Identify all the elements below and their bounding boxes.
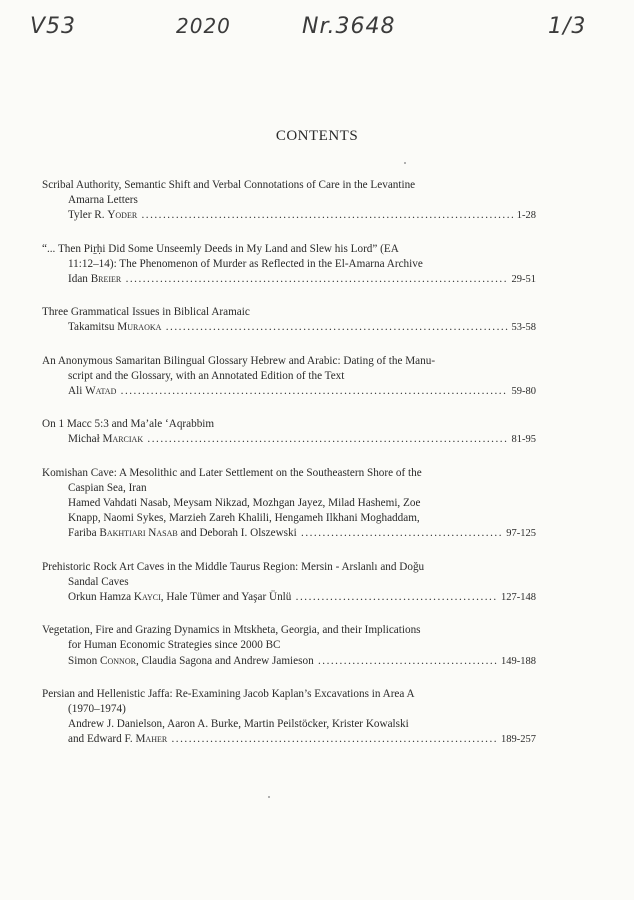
contents-entry [42,305,536,335]
author-surname: Muraoka [117,321,162,334]
handwritten-number: Nr.3648 [302,14,396,39]
contents-entry [42,687,536,748]
entry-title: Three Grammatical Issues in Biblical Aramaic [42,306,250,319]
entry-author-line [42,732,536,747]
page-range: 29-51 [508,272,537,287]
entry-title: Komishan Cave: A Mesolithic and Later Settlement on the Southeastern Shore of the [42,466,422,479]
author-surname: Connor [100,654,136,667]
author-given-name: Ali [68,385,86,398]
page-range: 59-80 [508,384,537,399]
entry-author-line [42,384,536,399]
entry-title-continued: Amarna Letters [68,194,138,207]
entry-title: Prehistoric Rock Art Caves in the Middle Taurus Region: Mersin - Arslanlı and Doğu [42,560,425,573]
author-given-name: Idan [68,273,91,286]
paper-speck [404,162,406,164]
page-range: 127-148 [497,590,536,605]
handwritten-year: 2020 [176,14,231,38]
page-range: 149-188 [497,654,536,669]
contents-entry [42,560,536,606]
entry-title-continued: Andrew J. Danielson, Aaron A. Burke, Martin Peilstöcker, Krister Kowalski [68,718,409,731]
author-rest: , Hale Tümer and Yaşar Ünlü [160,591,292,604]
author-surname: Maher [135,733,168,746]
page-range: 189-257 [497,732,536,747]
entry-title: On 1 Macc 5:3 and Ma’ale ‘Aqrabbim [42,418,215,431]
entry-title: An Anonymous Samaritan Bilingual Glossary Hebrew and Arabic: Dating of the Manu- [42,354,436,367]
entry-author-line [42,654,536,669]
author-surname: Bakhtiari Nasab [99,527,178,540]
entry-title-continued: (1970–1974) [68,703,126,716]
paper-speck [268,796,270,798]
entry-title: Vegetation, Fire and Grazing Dynamics in Mtskheta, Georgia, and their Implications [42,624,421,637]
entry-title-continued: Caspian Sea, Iran [68,481,147,494]
contents-entry [42,242,536,288]
contents-entry [42,466,536,542]
entry-title: “... Then Piṟḥi Did Some Unseemly Deeds in My Land and Slew his Lord” (EA [42,242,399,255]
entry-author-line [42,320,536,335]
author-surname: Yoder [107,209,138,222]
entry-title-continued: Sandal Caves [68,575,129,588]
entry-author-line [42,432,536,447]
author-surname: Breier [90,273,122,286]
author-given-name: Tyler R. [68,209,108,222]
entry-author-line [42,526,536,541]
page-range: 1-28 [513,208,536,223]
author-given-name: and Edward F. [68,733,136,746]
author-given-name: Orkun Hamza [68,591,134,604]
entry-author-line [42,272,536,287]
handwritten-fraction: 1/3 [548,14,587,39]
author-given-name: Fariba [68,527,100,540]
contents-entry [42,178,536,224]
author-given-name: Michał [68,433,103,446]
page-range: 53-58 [508,320,537,335]
author-rest: , Claudia Sagona and Andrew Jamieson [135,654,314,667]
page-range: 81-95 [508,432,537,447]
page-title: CONTENTS [275,128,359,144]
author-rest: and Deborah I. Olszewski [177,527,297,540]
entry-title: Scribal Authority, Semantic Shift and Verbal Connotations of Care in the Levantine [42,179,416,191]
entry-title-continued: Hamed Vahdati Nasab, Meysam Nikzad, Mozhgan Jayez, Milad Hashemi, Zoe [68,497,421,510]
author-surname: Marciak [102,433,144,446]
entry-title-continued: script and the Glossary, with an Annotated Edition of the Text [68,369,345,382]
entry-author-line [42,590,536,605]
entry-title-continued: for Human Economic Strategies since 2000 BC [68,639,281,652]
page-range: 97-125 [502,526,536,541]
entry-title: Persian and Hellenistic Jaffa: Re-Examining Jacob Kaplan’s Excavations in Area A [42,687,415,700]
contents-entry [42,354,536,400]
author-given-name: Simon [68,654,101,667]
entry-author-line [42,208,536,223]
handwritten-volume: V53 [30,14,77,39]
contents-list [42,178,536,766]
author-surname: Kaycı [133,591,161,604]
contents-entry [42,623,536,669]
contents-entry [42,417,536,447]
entry-title-continued: 11:12–14): The Phenomenon of Murder as Reflected in the El-Amarna Archive [68,257,423,270]
author-surname: Watad [85,385,117,398]
author-given-name: Takamitsu [68,321,118,334]
entry-title-continued: Knapp, Naomi Sykes, Marzieh Zareh Khalili, Hengameh Ilkhani Moghaddam, [68,512,420,525]
